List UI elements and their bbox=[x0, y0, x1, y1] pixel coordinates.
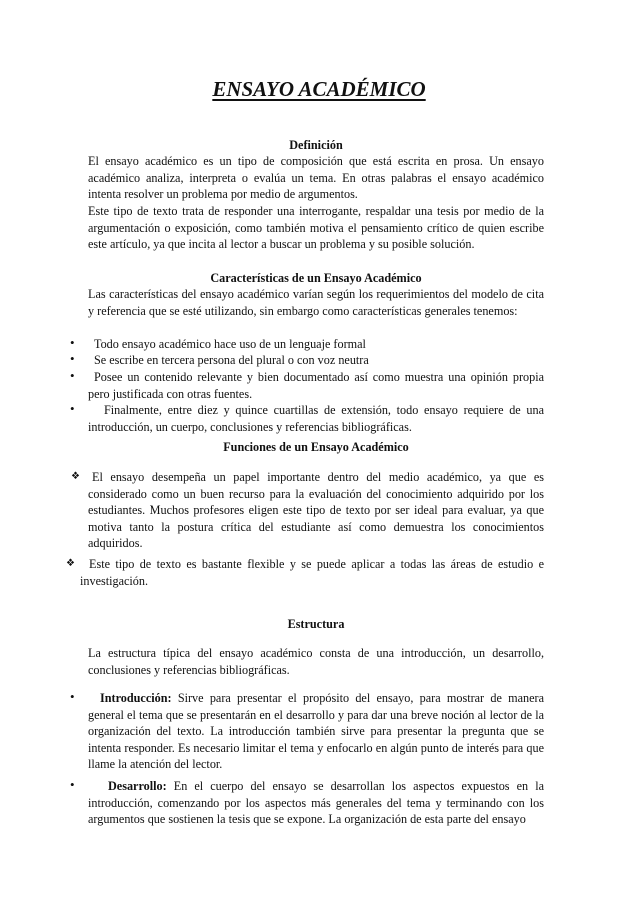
bullet-dot-icon: • bbox=[70, 401, 75, 416]
heading-caracteristicas: Características de un Ensayo Académico bbox=[210, 271, 422, 285]
bullet-dot-icon: • bbox=[70, 777, 75, 792]
bullet-dot-icon: • bbox=[70, 689, 75, 704]
heading-estructura: Estructura bbox=[287, 617, 345, 631]
estructura-item-introduccion bbox=[88, 690, 544, 773]
caracteristicas-bullet-3: Posee un contenido relevante y bien documentado así como muestra una opinión propia pero justificada con otras fuentes. bbox=[88, 370, 544, 401]
bullet-dot-icon: • bbox=[70, 368, 75, 383]
estructura-item-desarrollo bbox=[88, 778, 544, 828]
diamond-bullet-icon: ❖ bbox=[66, 558, 75, 569]
definicion-paragraph-1: El ensayo académico es un tipo de composición que está escrita en prosa. Un ensayo académico analiza, interpreta o evalúa un tema. En otras palabras el ensayo académico intenta resolver un problema por medio de argumentos. bbox=[88, 154, 544, 202]
funciones-bullet-2: Este tipo de texto es bastante flexible y se puede aplicar a todas las áreas de estudio e investigación. bbox=[80, 557, 544, 588]
caracteristicas-bullet-4: Finalmente, entre diez y quince cuartillas de extensión, todo ensayo requiere de una introducción, un cuerpo, conclusiones y referencias bibliográficas. bbox=[88, 403, 544, 434]
estructura-intro: La estructura típica del ensayo académico consta de una introducción, un desarrollo, conclusiones y referencias bibliográficas. bbox=[88, 646, 544, 677]
estructura-item-label: Desarrollo: bbox=[108, 779, 167, 793]
page-title: ENSAYO ACADÉMICO bbox=[212, 77, 426, 101]
estructura-item-label: Introducción: bbox=[100, 691, 172, 705]
funciones-bullet-1: El ensayo desempeña un papel importante dentro del medio académico, ya que es considerado como un buen recurso para la evaluación del conocimiento adquirido por los estudiantes. Muchos profesores eligen este tipo de texto por ser ideal para evaluar, ya que motiva tanto la postura crítica del estudiante así como demuestra los conocimientos adquiridos. bbox=[88, 470, 544, 551]
heading-definicion: Definición bbox=[289, 138, 343, 152]
bullet-dot-icon: • bbox=[70, 351, 75, 366]
caracteristicas-bullet-2: Se escribe en tercera persona del plural o con voz neutra bbox=[94, 353, 369, 367]
caracteristicas-intro: Las características del ensayo académico varían según los requerimientos del modelo de cita y referencia que se esté utilizando, sin embargo como características generales tenemos: bbox=[88, 287, 544, 318]
definicion-paragraph-2: Este tipo de texto trata de responder una interrogante, respaldar una tesis por medio de la argumentación o exposición, como también motiva el pensamiento crítico de quien escribe este artículo, ya que incita al lector a buscar un problema y su posible solución. bbox=[88, 204, 544, 252]
diamond-bullet-icon: ❖ bbox=[71, 471, 80, 482]
heading-funciones: Funciones de un Ensayo Académico bbox=[223, 440, 409, 454]
bullet-dot-icon: • bbox=[70, 335, 75, 350]
estructura-item-text: En el cuerpo del ensayo se desarrollan los aspectos expuestos en la introducción, comenzando por los aspectos más generales del tema y terminando con los argumentos que sostienen la tesis que se expone. La organización de esta parte del ensayo bbox=[88, 779, 544, 827]
estructura-item-text: Sirve para presentar el propósito del ensayo, para mostrar de manera general el tema que se presentarán en el desarrollo y para dar una breve noción al lector de la organización del texto. La introducción también sirve para presentar la pregunta que se intenta responder. Es necesario limitar el tema y enfocarlo en algún punto de interés para que llame la atención del lector. bbox=[88, 691, 544, 772]
caracteristicas-bullet-1: Todo ensayo académico hace uso de un lenguaje formal bbox=[94, 337, 366, 351]
